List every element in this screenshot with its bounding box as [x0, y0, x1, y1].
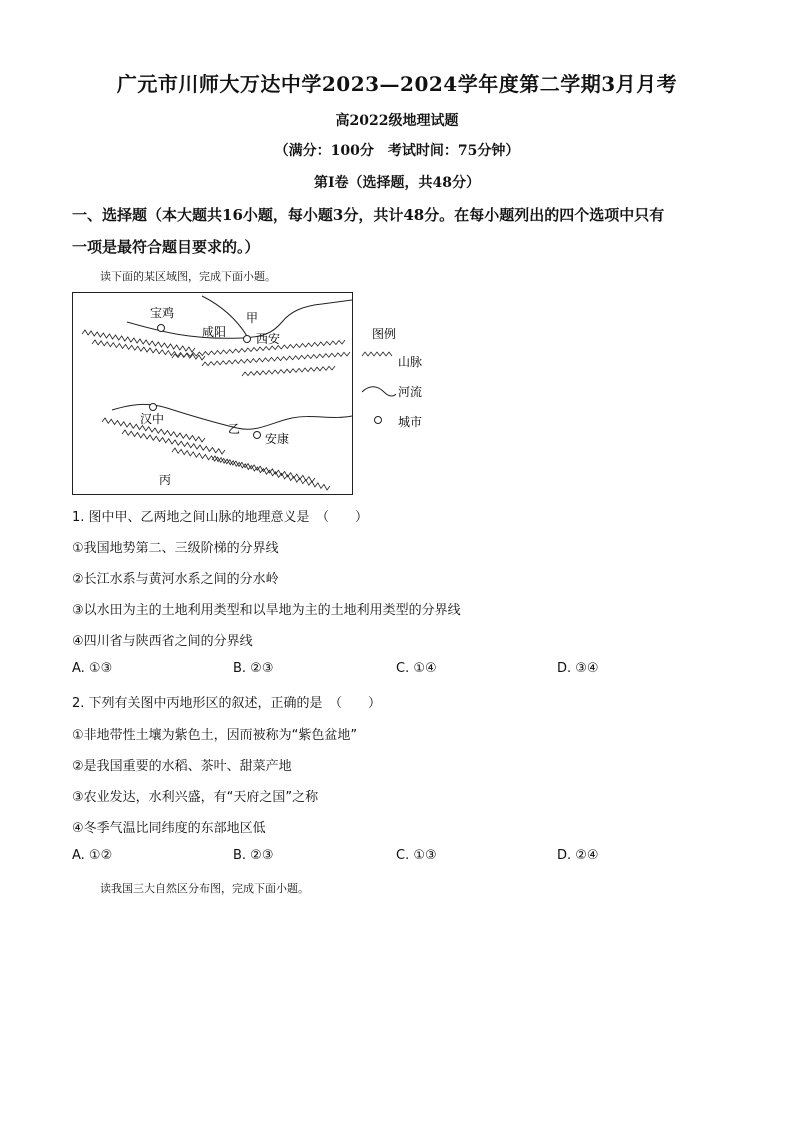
- map-frame: [73, 293, 353, 495]
- hanzhong-label: 汉中: [140, 412, 165, 426]
- qinling-ridge: [92, 340, 205, 360]
- q1-option-a[interactable]: A. ①③: [72, 661, 113, 676]
- q1-stem: 1. 图中甲、乙两地之间山脉的地理意义是 （ ）: [72, 510, 369, 525]
- yi-label: 乙: [228, 422, 241, 436]
- reading-intro-1: 读下面的某区域图，完成下面小题。: [100, 270, 276, 283]
- xianyang-label: 咸阳: [202, 325, 227, 339]
- q1-statement-1: ①我国地势第二、三级阶梯的分界线: [72, 541, 279, 556]
- q2-option-d[interactable]: D. ②④: [557, 848, 599, 863]
- xian-label: 西安: [256, 332, 281, 346]
- section-instruction-line1: 一、选择题（本大题共16小题，每小题3分，共计48分。在每小题列出的四个选项中只有: [72, 206, 665, 224]
- exam-meta: （满分：100分 考试时间：75分钟）: [274, 143, 520, 159]
- q2-option-b[interactable]: B. ②③: [233, 848, 274, 863]
- xian-city-marker: [244, 336, 251, 343]
- q2-statement-4: ④冬季气温比同纬度的东部地区低: [72, 821, 266, 836]
- legend-city-label: 城市: [398, 415, 423, 429]
- baoji-label: 宝鸡: [150, 306, 175, 320]
- legend-river-symbol: [362, 387, 396, 396]
- q1-statement-2: ②长江水系与黄河水系之间的分水岭: [72, 572, 279, 587]
- daba-mountains: [102, 418, 330, 490]
- q1-statement-4: ④四川省与陕西省之间的分界线: [72, 634, 253, 649]
- legend-river-label: 河流: [398, 385, 423, 399]
- qinling-ridge: [242, 366, 335, 376]
- exam-subtitle: 高2022级地理试题: [335, 113, 459, 129]
- legend-mountain-label: 山脉: [398, 355, 423, 369]
- ankang-label: 安康: [265, 432, 290, 446]
- legend-title: 图例: [372, 327, 397, 341]
- q1-option-d[interactable]: D. ③④: [557, 661, 599, 676]
- q2-statement-1: ①非地带性土壤为紫色土，因而被称为“紫色盆地”: [72, 728, 358, 743]
- baoji-city-marker: [158, 325, 165, 332]
- exam-title: 广元市川师大万达中学2023—2024学年度第二学期3月月考: [116, 72, 678, 96]
- q1-option-c[interactable]: C. ①④: [396, 661, 437, 676]
- hanzhong-city-marker: [150, 404, 157, 411]
- q1-option-b[interactable]: B. ②③: [233, 661, 274, 676]
- q2-statement-3: ③农业发达，水利兴盛，有“天府之国”之称: [72, 790, 319, 805]
- reading-intro-2: 读我国三大自然区分布图，完成下面小题。: [100, 882, 309, 895]
- q2-statement-2: ②是我国重要的水稻、茶叶、甜菜产地: [72, 759, 292, 774]
- qinling-ridge: [82, 330, 195, 352]
- daba-ridge: [212, 456, 330, 490]
- section-instruction-line2: 一项是最符合题目要求的。）: [72, 238, 260, 256]
- q1-statement-3: ③以水田为主的土地利用类型和以旱地为主的土地利用类型的分界线: [72, 603, 461, 618]
- legend-mountain-symbol: [362, 352, 392, 356]
- jia-label: 甲: [246, 311, 259, 325]
- q2-option-a[interactable]: A. ①②: [72, 848, 113, 863]
- bing-label: 丙: [159, 473, 172, 487]
- region-map: [72, 292, 423, 497]
- legend-city-symbol: [375, 417, 382, 424]
- q2-option-c[interactable]: C. ①③: [396, 848, 437, 863]
- ankang-city-marker: [254, 432, 261, 439]
- q2-stem: 2. 下列有关图中丙地形区的叙述，正确的是 （ ）: [72, 696, 382, 711]
- qinling-ridge: [202, 352, 350, 366]
- volume-title: 第Ⅰ卷（选择题，共48分）: [313, 175, 481, 191]
